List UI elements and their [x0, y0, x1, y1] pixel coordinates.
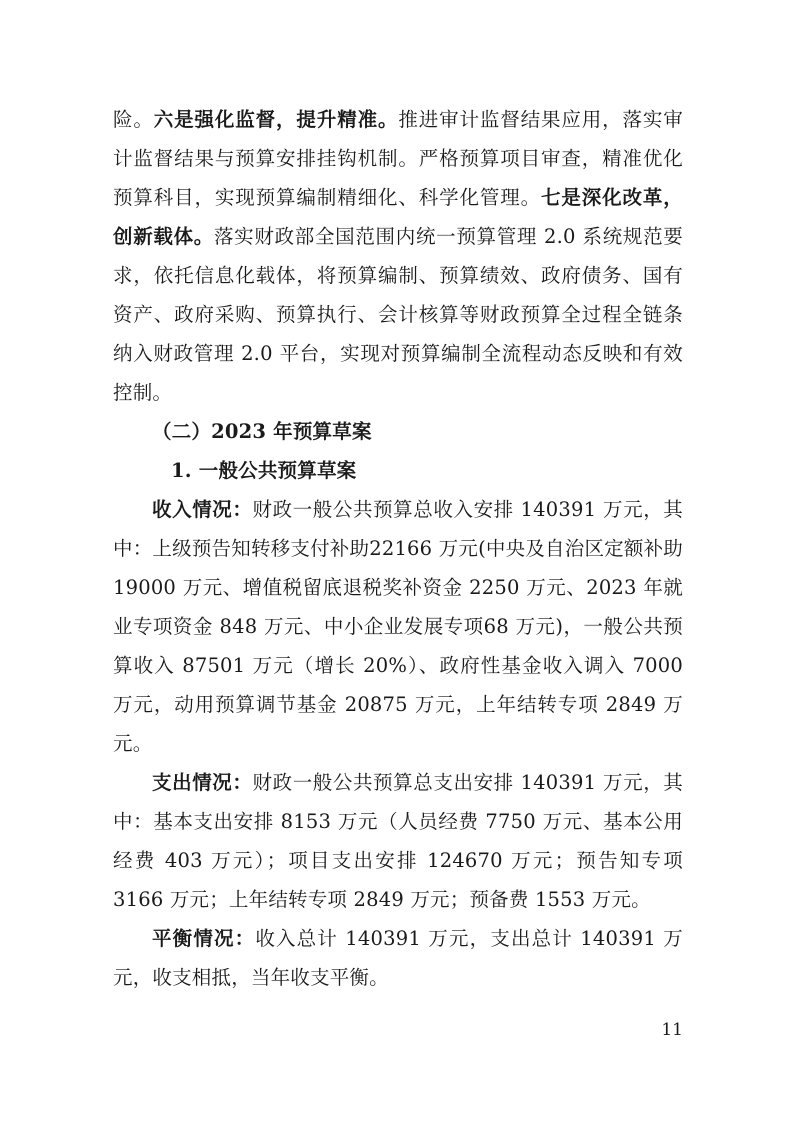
page-number: 11	[661, 1020, 683, 1040]
paragraph-expenditure	[113, 763, 683, 919]
label-expenditure: 支出情况：	[152, 771, 253, 794]
label-balance: 平衡情况：	[152, 927, 256, 950]
label-revenue: 收入情况：	[152, 498, 253, 521]
heading-general-public-budget-draft: 1. 一般公共预算草案	[171, 459, 357, 482]
run-bold-heading-six: 六是强化监督，提升精准。	[153, 108, 399, 131]
heading-section-two: （二）2023 年预算草案	[152, 420, 372, 443]
run-bold-heading-seven: 七是深化改革，创新载体。	[113, 186, 684, 248]
paragraph-revenue	[113, 490, 683, 763]
run-text: 财政一般公共预算总收入安排 140391 万元，其中：上级预告知转移支付补助22166 万元(中央及自治区定额补助 19000 万元、增值税留底退税奖补资金 2250 万元、2023 年就业专项资金 848 万元、中小企业发展专项68 万元)，一般公共预算收入 87501 万元（增长 20%）、政府性基金收入调入 7000 万元，动用预算调节基金 20875 万元，上年结转专项 2849 万元。	[113, 498, 683, 755]
run-text: 推进审计监督结果应用，落实审计监督结果与预算安排挂钩机制。严格预算项目审查，精准优化预算科目，实现预算编制精细化、科学化管理。	[113, 108, 683, 209]
run-text: 财政一般公共预算总支出安排 140391 万元，其中：基本支出安排 8153 万元（人员经费 7750 万元、基本公用经费 403 万元）；项目支出安排 124670 万元；预告知专项 3166 万元；上年结转专项 2849 万元；预备费 1553 万元。	[113, 771, 683, 911]
run-text: 收入总计 140391 万元，支出总计 140391 万元，收支相抵，当年收支平衡。	[113, 927, 683, 989]
paragraph-budget-reform	[113, 100, 683, 412]
run-text: 落实财政部全国范围内统一预算管理 2.0 系统规范要求，依托信息化载体，将预算编制、预算绩效、政府债务、国有资产、政府采购、预算执行、会计核算等财政预算全过程全链条纳入财政管理 2.0 平台，实现对预算编制全流程动态反映和有效控制。	[113, 225, 683, 404]
page-body	[113, 100, 683, 997]
run-text: 险。	[113, 108, 154, 131]
paragraph-balance	[113, 919, 683, 997]
